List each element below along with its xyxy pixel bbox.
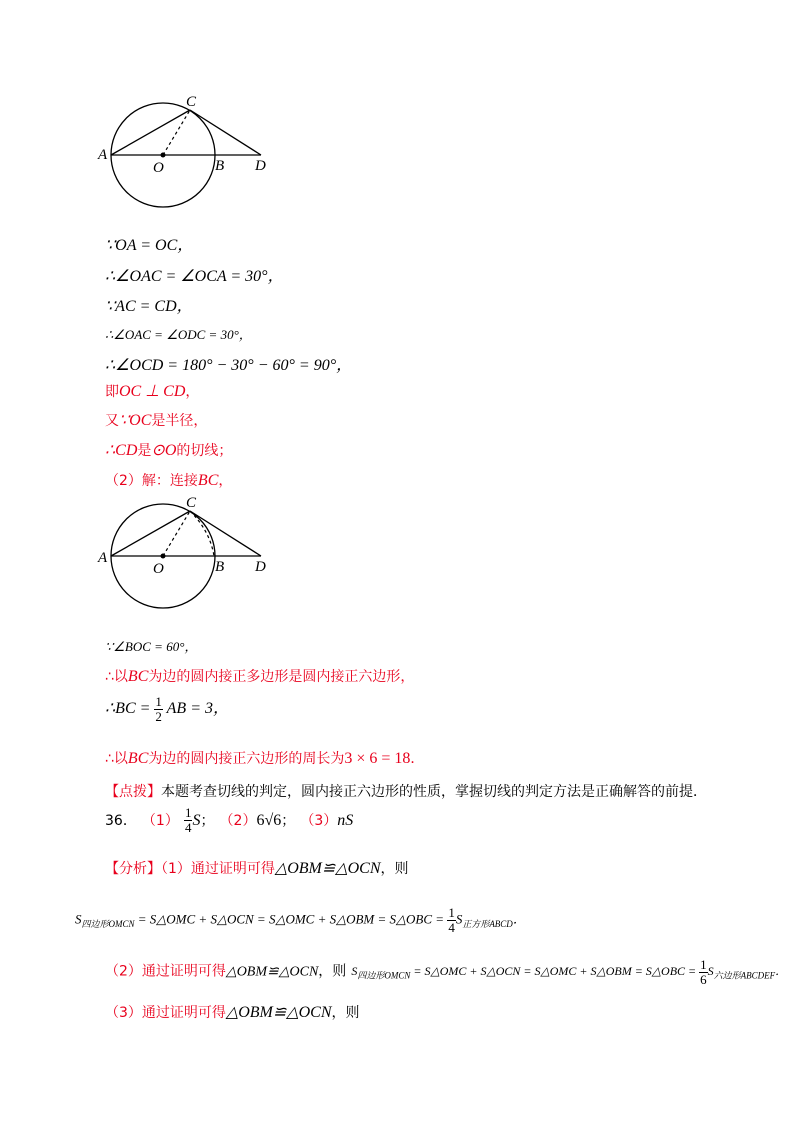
answer-1-end: ； [200,813,215,829]
formula-2-end: ． [775,964,788,979]
segment-oc-dashed [163,110,190,155]
analysis-p1-end: ，则 [380,861,409,877]
proof-line-8-mid: 是 [137,443,152,459]
analysis-p3-end: ，则 [331,1005,360,1021]
question-number: 36． [105,813,137,829]
formula-1-fraction [447,906,456,935]
segment-oc-dashed [163,511,190,556]
proof-line-8-suffix: 的切线； [176,443,233,459]
formula-2-mid: = S△OMC + S△OCN = S△OMC + S△OBM = S△OBC = [413,964,697,979]
proof-line-2: ∴∠OAC = ∠OCA = 30°， [105,268,284,285]
center-point [161,153,166,158]
comment-line [105,781,707,801]
proof-line-6-math: OC ⊥ CD [119,383,186,400]
analysis-line-1 [105,858,409,878]
fraction-denominator: 4 [184,820,192,835]
label-c: C [186,94,197,110]
analysis-p1-text: （1）通过证明可得 [161,861,275,877]
segment-cd [190,110,261,155]
part2-line-3-prefix: ∴BC = [105,700,151,718]
part2-line-4-math: BC [127,750,149,767]
part2-line-2 [105,666,414,686]
answer-2-end: ； [281,813,296,829]
analysis-line-3 [105,1002,360,1022]
formula-1-right-sub: 正方形ABCD [462,919,513,930]
part2-heading-suffix: ， [218,473,233,489]
formula-1-left-sub: 四边形OMCN [81,919,135,930]
label-d: D [255,559,266,575]
geometry-figure-2 [95,493,285,613]
answer-3-value: nS [337,812,354,829]
segment-cd [190,511,261,556]
formula-1-left: S [75,911,82,927]
proof-line-7-suffix: 是半径， [151,413,208,429]
comment-tag: 【点拨】 [105,784,161,800]
fraction-numerator: 1 [155,694,162,709]
part2-line-2-text: 为边的圆内接正多边形是圆内接正六边形， [148,669,415,685]
label-b: B [215,158,225,174]
proof-line-3: ∵AC = CD， [105,298,193,315]
center-point [161,554,166,559]
proof-line-6-suffix: ， [185,384,200,400]
part2-line-1: ∵∠BOC = 60°， [105,639,198,654]
analysis-p2-mid: ，则 [318,963,347,980]
part2-heading-prefix: （2）解：连接 [105,473,198,489]
analysis-tag: 【分析】 [105,861,161,877]
part2-line-4-text: 为边的圆内接正六边形的周长为 [148,751,345,767]
proof-line-6 [105,381,199,401]
label-d: D [255,158,266,174]
part2-line-4-end: ． [410,751,425,767]
fraction-numerator: 1 [700,957,707,972]
proof-line-7-math: ∵OC [119,412,152,429]
analysis-p2-math: △OBM≌△OCN [225,964,319,980]
part2-heading [105,470,232,490]
part2-line-4-prefix: ∴以 [105,751,128,767]
formula-1-end: ． [512,911,526,927]
segment-ac [111,110,190,155]
label-c: C [186,495,197,511]
fraction-denominator: 2 [155,709,162,724]
analysis-formula-2 [351,957,788,987]
proof-line-8-math: ∴CD [105,442,138,459]
comment-text: 本题考查切线的判定，圆内接正六边形的性质，掌握切线的判定方法是正确解答的前提． [161,784,707,800]
proof-line-7 [105,410,207,430]
analysis-p3-text: （3）通过证明可得 [105,1005,226,1021]
label-a: A [98,147,108,163]
fraction-numerator: 1 [448,905,455,920]
label-o: O [153,160,164,176]
label-a: A [98,550,108,566]
analysis-p3-math: △OBM≌△OCN [225,1004,332,1021]
part2-heading-math: BC [197,472,219,489]
formula-2-fraction [699,958,708,987]
fraction-denominator: 6 [700,972,707,987]
proof-line-8 [105,440,232,460]
part2-line-3 [105,695,229,724]
proof-line-5: ∴∠OCD = 180° − 30° − 60° = 90°， [105,357,353,374]
formula-2-right-sub: 六边形ABCDEF [713,970,776,981]
answer-3-label: （3） [300,813,338,829]
answer-1-s: S [192,812,201,829]
proof-line-1: ∵OA = OC， [105,237,194,254]
formula-2-right: S [707,964,714,979]
proof-line-6-prefix: 即 [105,384,119,400]
analysis-formula-1 [75,906,526,935]
part2-line-4-value: 3 × 6 = 18 [344,750,411,767]
fraction-one-half [154,695,163,724]
answer-2-value: 6√6 [256,812,282,829]
part2-line-2-math: BC [127,668,149,685]
answer-2-label: （2） [219,813,257,829]
formula-2-left: S [351,964,358,979]
analysis-p2-text: （2）通过证明可得 [105,963,226,980]
answer-1-label: （1） [141,813,179,829]
label-o: O [153,561,164,577]
part2-line-4 [105,748,424,768]
label-b: B [215,559,225,575]
analysis-line-2 [105,958,787,987]
part2-line-2-prefix: ∴以 [105,669,128,685]
fraction-numerator: 1 [184,805,192,820]
formula-1-right: S [455,911,463,927]
geometry-figure-1 [95,92,285,212]
formula-1-mid: = S△OMC + S△OCN = S△OMC + S△OBM = S△OBC = [137,911,445,927]
formula-2-left-sub: 四边形OMCN [357,970,411,981]
proof-line-8-circle: ⊙O [151,442,177,459]
fraction-denominator: 4 [448,920,455,935]
question-36-answers [105,806,353,835]
proof-line-4: ∴∠OAC = ∠ODC = 30°， [105,327,252,342]
proof-line-7-prefix: 又 [105,413,119,429]
part2-line-3-suffix: AB = 3， [166,700,229,718]
analysis-p1-math: △OBM≌△OCN [274,860,381,877]
segment-ac [111,511,190,556]
